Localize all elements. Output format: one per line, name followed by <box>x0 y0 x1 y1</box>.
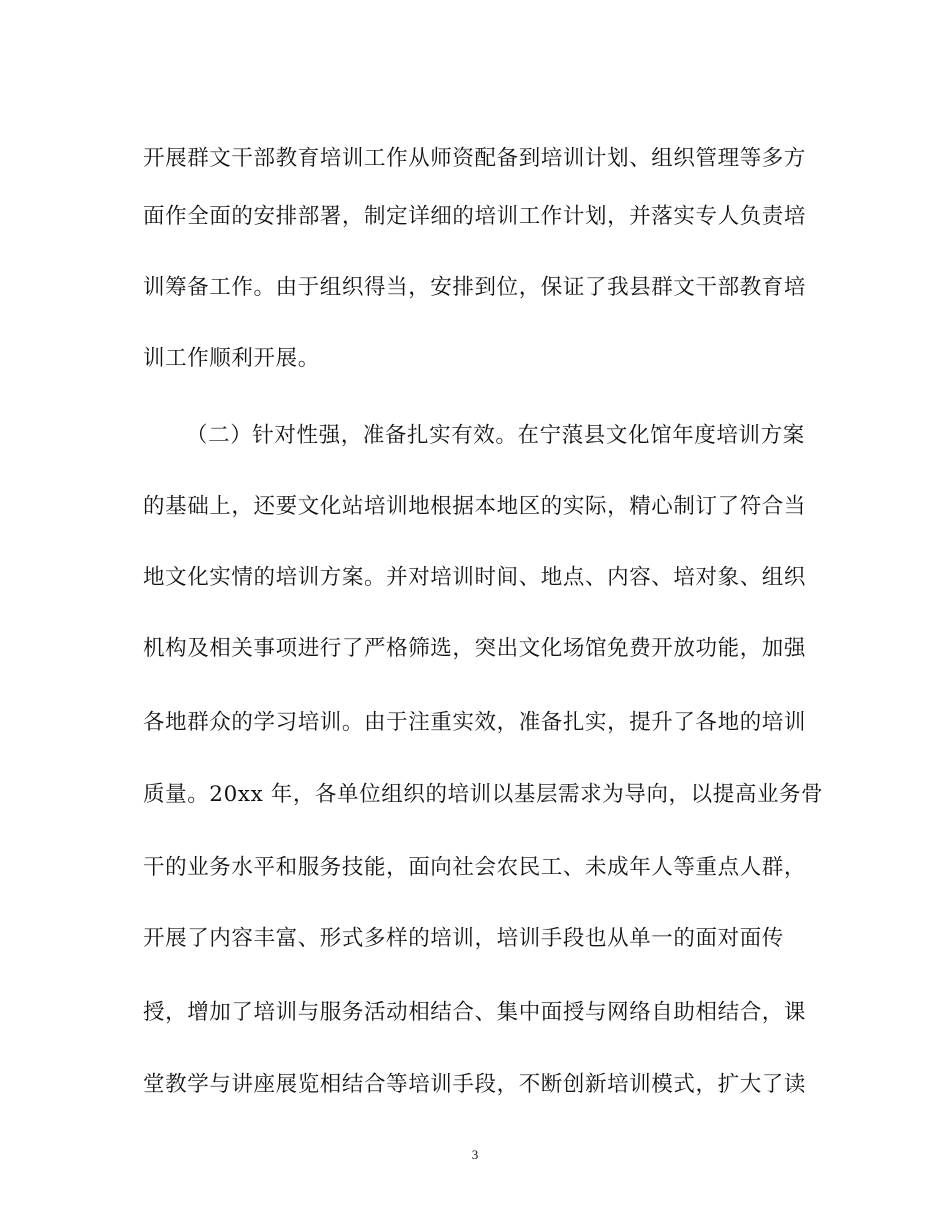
text-line: 质量。20xx 年，各单位组织的培训以基层需求为导向，以提高业务骨 <box>143 782 824 807</box>
text-line: 授，增加了培训与服务活动相结合、集中面授与网络自助相结合，课 <box>143 1000 807 1025</box>
text-line: 地文化实情的培训方案。并对培训时间、地点、内容、培对象、组织 <box>143 565 807 590</box>
page-number: 3 <box>471 1147 479 1162</box>
text-line: 机构及相关事项进行了严格筛选，突出文化场馆免费开放功能，加强 <box>143 636 807 661</box>
text-line: 各地群众的学习培训。由于注重实效，准备扎实，提升了各地的培训 <box>143 710 807 735</box>
text-line: 训筹备工作。由于组织得当，安排到位，保证了我县群文干部教育培 <box>143 275 807 300</box>
text-line: 干的业务水平和服务技能，面向社会农民工、未成年人等重点人群， <box>143 855 807 880</box>
text-line: 的基础上，还要文化站培训地根据本地区的实际，精心制订了符合当 <box>143 494 807 519</box>
text-line: 堂教学与讲座展览相结合等培训手段，不断创新培训模式，扩大了读 <box>143 1072 807 1097</box>
text-line: 开展了内容丰富、形式多样的培训，培训手段也从单一的面对面传 <box>143 926 784 951</box>
text-line-paragraph-start: （二）针对性强，准备扎实有效。在宁蒗县文化馆年度培训方案 <box>186 423 805 448</box>
text-line: 训工作顺利开展。 <box>143 346 320 371</box>
text-line: 面作全面的安排部署，制定详细的培训工作计划，并落实专人负责培 <box>143 204 807 229</box>
text-line: 开展群文干部教育培训工作从师资配备到培训计划、组织管理等多方 <box>143 146 807 171</box>
